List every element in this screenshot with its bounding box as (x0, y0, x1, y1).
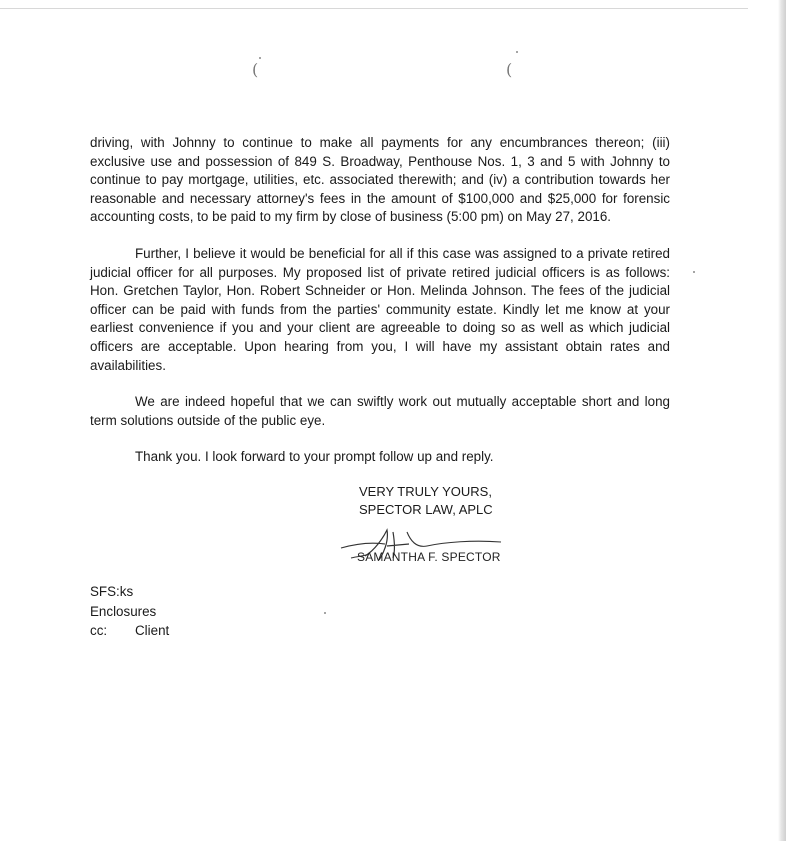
paragraph-hopeful: We are indeed hopeful that we can swiftly work out mutually acceptable short and long term solutions outside of the public eye. (90, 394, 670, 428)
closing-salutation: VERY TRULY YOURS, (359, 484, 492, 499)
paragraph-thank-you: Thank you. I look forward to your prompt follow up and reply. (135, 449, 494, 464)
enclosures-note: Enclosures (90, 603, 157, 619)
scan-speck (516, 51, 518, 53)
page-top-edge (0, 8, 748, 9)
typist-initials: SFS:ks (90, 584, 134, 599)
cc-line (90, 621, 169, 641)
scan-speck (693, 271, 695, 273)
scan-speck (324, 612, 326, 614)
punch-hole-mark-right: ( (506, 60, 513, 79)
page-right-edge (778, 0, 786, 841)
paragraph-continuation: driving, with Johnny to continue to make all payments for any encumbrances thereon; (iii) exclusive use and possession of 849 S. Broadway, Penthouse Nos. 1, 3 and 5 with Johnny to continue to pay mortgage, utilities, etc. associated therewith; and (iv) a contribution towards her reasonable and necessary attorney's fees in the amount of $100,000 and $25,000 for forensic accounting costs, to be paid to my firm by close of business (5:00 pm) on May 27, 2016. (90, 135, 670, 225)
cc-label: cc: (90, 623, 108, 638)
letter-footer (90, 582, 169, 641)
cc-recipient: Client (135, 623, 170, 638)
signer-name: SAMANTHA F. SPECTOR (357, 550, 501, 564)
paragraph-judicial-officer: Further, I believe it would be beneficial for all if this case was assigned to a private retired judicial officer for all purposes. My proposed list of private retired judicial officers is as follows: Hon. Gretchen Taylor, Hon. Robert Schneider or Hon. Melinda Johnson. The fees of the judicial officer can be paid with funds from the parties' community estate. Kindly let me know at your earliest convenience if you and your client are agreeable to doing so as well as which judicial officers are acceptable. Upon hearing from you, I will have my assistant obtain rates and availabilities. (90, 246, 670, 373)
punch-hole-mark-left: ( (252, 60, 259, 79)
closing-firm-name: SPECTOR LAW, APLC (359, 502, 493, 517)
scan-speck (259, 57, 261, 59)
